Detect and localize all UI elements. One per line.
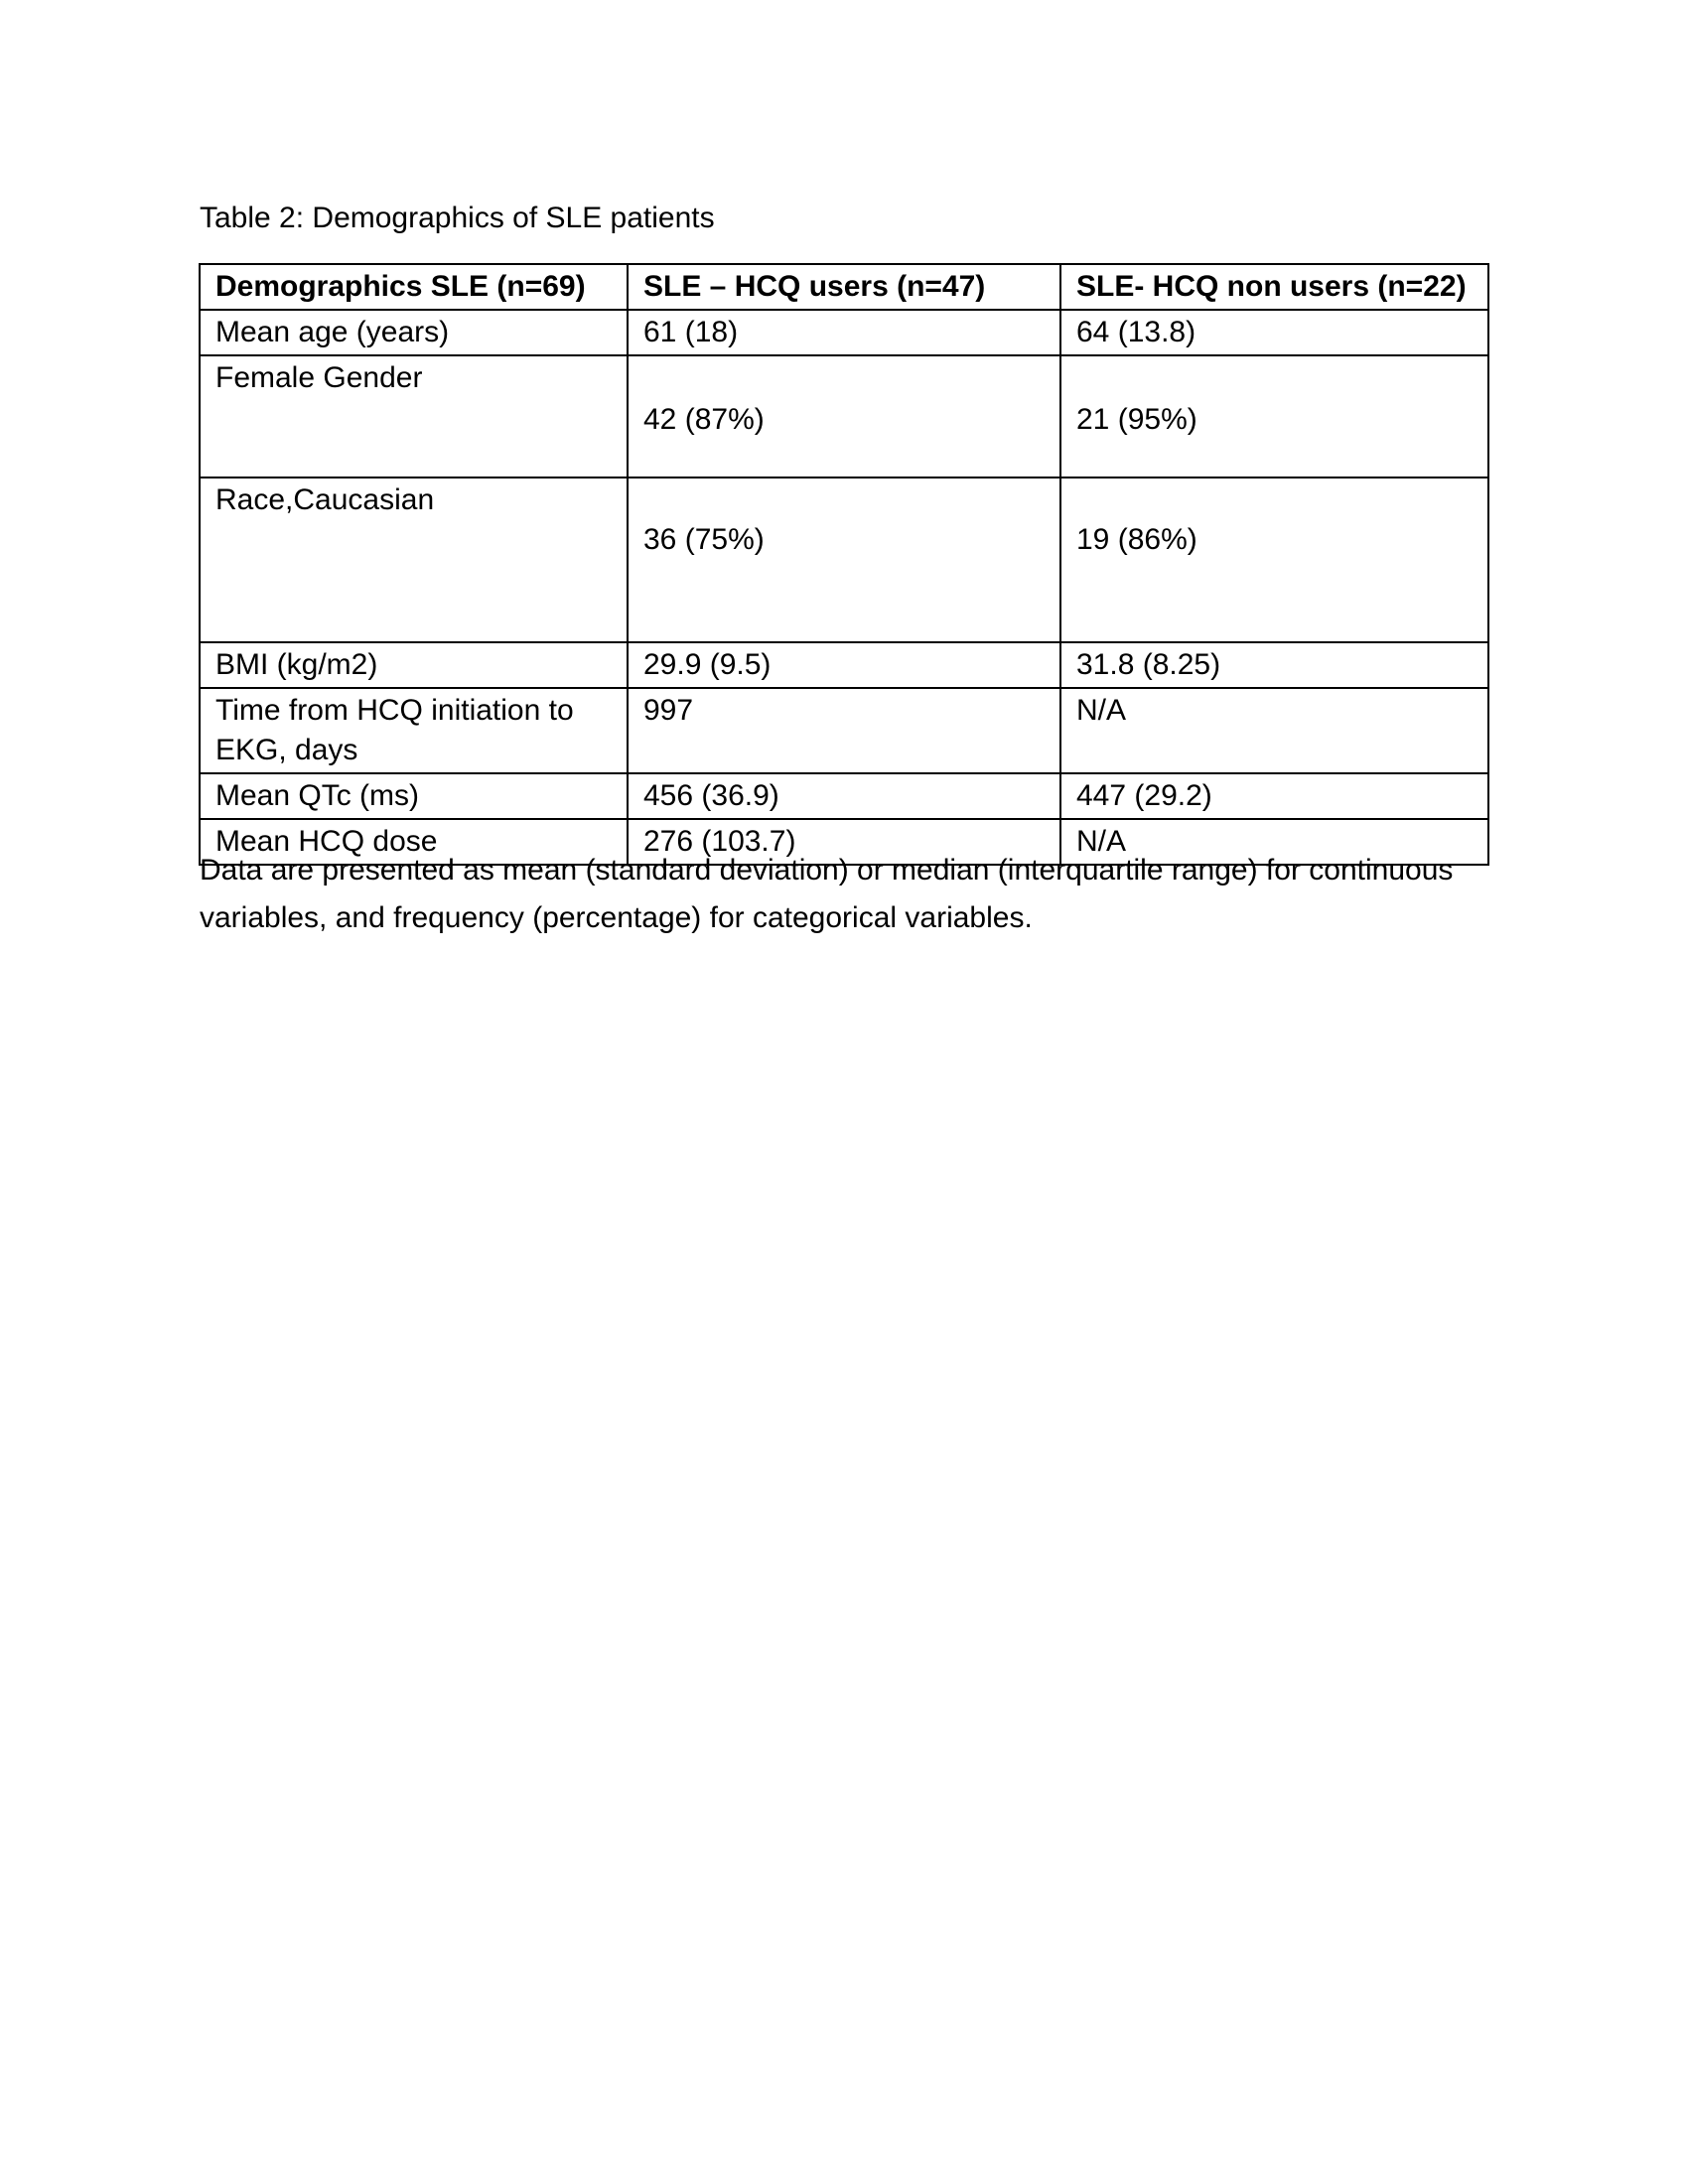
hcq-users-value: 456 (36.9)	[628, 773, 1060, 819]
table-row-time-from-hcq	[200, 688, 1488, 773]
row-label: Mean HCQ dose	[200, 819, 628, 865]
hcq-non-users-value: 31.8 (8.25)	[1060, 642, 1488, 688]
row-label: Mean QTc (ms)	[200, 773, 628, 819]
table-row-female-gender	[200, 355, 1488, 478]
row-label: BMI (kg/m2)	[200, 642, 628, 688]
footnote-line-2: variables, and frequency (percentage) for categorical variables.	[200, 901, 1033, 934]
hcq-non-users-value: 21 (95%)	[1060, 355, 1488, 478]
hcq-non-users-value: 64 (13.8)	[1060, 310, 1488, 355]
column-header-hcq-non-users: SLE- HCQ non users (n=22)	[1060, 264, 1488, 310]
hcq-users-value: 42 (87%)	[628, 355, 1060, 478]
column-header-hcq-users: SLE – HCQ users (n=47)	[628, 264, 1060, 310]
table-header-row	[200, 264, 1488, 310]
hcq-users-value: 29.9 (9.5)	[628, 642, 1060, 688]
row-label: Race,Caucasian	[200, 478, 628, 642]
hcq-non-users-value: 447 (29.2)	[1060, 773, 1488, 819]
column-header-demographics: Demographics SLE (n=69)	[200, 264, 628, 310]
table-footnote	[200, 847, 1453, 942]
table-row-mean-qtc	[200, 773, 1488, 819]
hcq-users-value: 36 (75%)	[628, 478, 1060, 642]
hcq-non-users-value: N/A	[1060, 688, 1488, 773]
table-row-race-caucasian	[200, 478, 1488, 642]
row-label: Mean age (years)	[200, 310, 628, 355]
demographics-table	[199, 263, 1489, 866]
hcq-users-value: 997	[628, 688, 1060, 773]
row-label: Time from HCQ initiation to EKG, days	[200, 688, 628, 773]
hcq-non-users-value: 19 (86%)	[1060, 478, 1488, 642]
hcq-users-value: 61 (18)	[628, 310, 1060, 355]
hcq-users-value: 276 (103.7)	[628, 819, 1060, 865]
hcq-non-users-value: N/A	[1060, 819, 1488, 865]
table-caption: Table 2: Demographics of SLE patients	[200, 202, 715, 234]
footnote-line-1: Data are presented as mean (standard deviation) or median (interquartile range) for continuous	[200, 854, 1454, 887]
table-row-mean-age	[200, 310, 1488, 355]
table-row-bmi	[200, 642, 1488, 688]
row-label: Female Gender	[200, 355, 628, 478]
